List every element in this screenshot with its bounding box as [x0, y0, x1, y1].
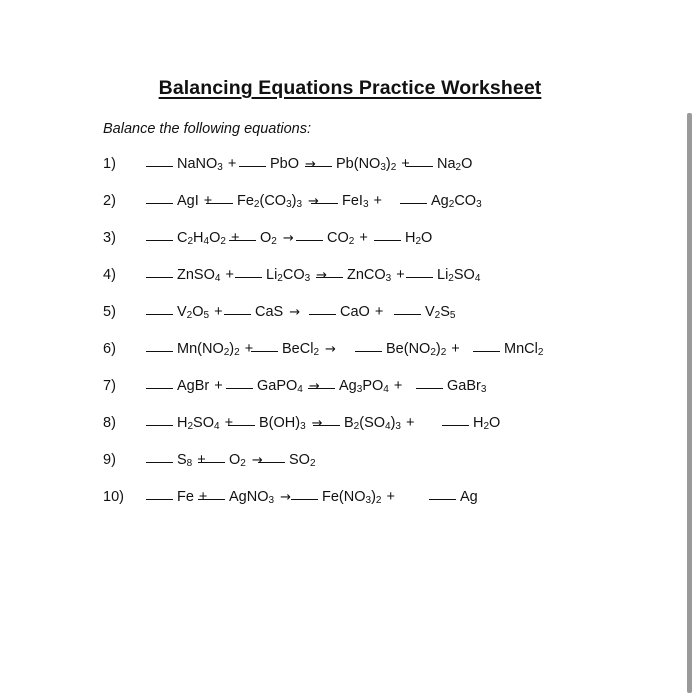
equation-term — [258, 452, 316, 468]
equation-term — [311, 193, 386, 209]
equation-row — [103, 304, 663, 341]
chemical-formula: $CO_2$ — [327, 230, 355, 247]
plus-sign: + — [401, 156, 410, 172]
chemical-formula: $Ag_2CO_3$ — [431, 193, 482, 210]
coefficient-blank[interactable] — [235, 276, 262, 278]
coefficient-blank[interactable] — [473, 350, 500, 352]
plus-sign: + — [214, 378, 223, 394]
coefficient-blank[interactable] — [224, 313, 251, 315]
equation-term — [224, 304, 304, 320]
worksheet-title: Balancing Equations Practice Worksheet — [158, 77, 542, 99]
reaction-arrow-icon: → — [282, 231, 294, 246]
chemical-formula: MnCl$_2$ — [504, 341, 544, 358]
chemical-formula: $Be(NO_2)_2$ — [386, 341, 447, 358]
chemical-formula: $H_2O$ — [473, 415, 501, 432]
chemical-formula: $SO_2$ — [289, 452, 316, 469]
chemical-formula: $V_2S_5$ — [425, 304, 456, 321]
plus-sign: + — [197, 452, 206, 468]
coefficient-blank[interactable] — [355, 350, 382, 352]
plus-sign: + — [393, 378, 403, 394]
equation-term — [406, 267, 480, 283]
reaction-arrow-icon: → — [305, 157, 316, 172]
chemical-formula: $Li_2SO_4$ — [437, 267, 481, 284]
equation-number: 7) — [103, 378, 116, 394]
equation-row — [103, 452, 663, 489]
reaction-arrow-icon: → — [280, 490, 291, 505]
chemical-formula: CaS — [255, 304, 284, 320]
coefficient-blank[interactable] — [406, 165, 433, 167]
chemical-formula: $Li_2CO_3$ — [266, 267, 311, 284]
chemical-formula: ZnSO$_4$ — [177, 267, 221, 284]
equation-term — [146, 304, 227, 320]
coefficient-blank[interactable] — [239, 165, 266, 167]
coefficient-blank[interactable] — [291, 498, 318, 500]
equation-number: 2) — [103, 193, 116, 209]
equation-term — [394, 304, 455, 320]
chemical-formula: CaO — [340, 304, 370, 320]
coefficient-blank[interactable] — [400, 202, 427, 204]
reaction-arrow-icon: → — [308, 194, 319, 209]
equation-term — [198, 452, 267, 468]
coefficient-blank[interactable] — [429, 498, 456, 500]
worksheet-instructions: Balance the following equations: — [103, 121, 311, 137]
chemical-formula: BeCl$_2$ — [282, 341, 319, 358]
chemical-formula: $Pb(NO_3)_2$ — [336, 156, 397, 173]
chemical-formula: $Na_2O$ — [437, 156, 473, 173]
equation-term — [291, 489, 399, 505]
coefficient-blank[interactable] — [228, 424, 255, 426]
coefficient-blank[interactable] — [394, 313, 421, 315]
coefficient-blank[interactable] — [146, 165, 173, 167]
equation-row — [103, 378, 663, 415]
equation-row — [103, 415, 663, 452]
equation-term — [305, 156, 414, 172]
plus-sign: + — [224, 415, 234, 431]
equation-term — [442, 415, 500, 431]
plus-sign: + — [230, 230, 240, 246]
equation-row — [103, 489, 663, 526]
coefficient-blank[interactable] — [308, 387, 335, 389]
coefficient-blank[interactable] — [146, 202, 173, 204]
coefficient-blank[interactable] — [311, 202, 338, 204]
coefficient-blank[interactable] — [226, 387, 253, 389]
equation-term — [198, 489, 295, 505]
chemical-formula: $C_2H_4O_2$ — [177, 230, 226, 247]
plus-sign: + — [374, 304, 384, 320]
equation-number: 4) — [103, 267, 116, 283]
chemical-formula: $B_2(SO_4)_3$ — [344, 415, 401, 432]
plus-sign: + — [244, 341, 254, 357]
coefficient-blank[interactable] — [198, 461, 225, 463]
coefficient-blank[interactable] — [316, 276, 343, 278]
plus-sign: + — [203, 193, 213, 209]
equation-number: 5) — [103, 304, 116, 320]
chemical-formula: $O_2$ — [229, 452, 246, 469]
chemical-formula: $V_2O_5$ — [177, 304, 210, 321]
equation-row — [103, 230, 663, 267]
equation-term — [406, 156, 472, 172]
chemical-formula: Fe — [177, 489, 194, 505]
chemical-formula: FeI$_3$ — [342, 193, 369, 210]
equation-term — [308, 378, 406, 394]
equation-term — [146, 341, 257, 357]
coefficient-blank[interactable] — [206, 202, 233, 204]
plus-sign: + — [359, 230, 368, 246]
equation-term — [203, 193, 323, 210]
equation-term — [473, 341, 543, 357]
equation-term — [429, 489, 478, 505]
coefficient-blank[interactable] — [146, 461, 173, 463]
equation-term — [355, 341, 464, 357]
chemical-formula: PbO — [270, 156, 300, 172]
equation-term — [309, 304, 387, 320]
reaction-arrow-icon: → — [316, 268, 328, 283]
equation-row — [103, 341, 663, 378]
coefficient-blank[interactable] — [146, 350, 173, 352]
chemical-formula: $S_8$ — [177, 452, 193, 469]
equation-term — [146, 415, 237, 431]
equation-term — [251, 341, 340, 357]
equation-term — [416, 378, 486, 394]
equation-term — [228, 415, 327, 431]
plus-sign: + — [386, 489, 395, 505]
chemical-formula: $Fe_2(CO_3)_3$ — [237, 193, 303, 210]
equation-row — [103, 193, 663, 230]
coefficient-blank[interactable] — [305, 165, 332, 167]
chemical-formula: $Ag_3PO_4$ — [339, 378, 389, 395]
plus-sign: + — [214, 304, 223, 320]
equation-number: 6) — [103, 341, 116, 357]
equation-term — [313, 415, 418, 431]
chemical-formula: $B(OH)_3$ — [259, 415, 306, 432]
coefficient-blank[interactable] — [296, 239, 323, 241]
coefficient-blank[interactable] — [198, 498, 225, 500]
chemical-formula: AgBr — [177, 378, 210, 394]
coefficient-blank[interactable] — [406, 276, 433, 278]
equation-number: 10) — [103, 489, 124, 505]
chemical-formula: GaBr$_3$ — [447, 378, 487, 395]
chemical-formula: NaNO$_3$ — [177, 156, 223, 173]
coefficient-blank[interactable] — [146, 239, 173, 241]
equation-list — [103, 156, 663, 526]
equation-row — [103, 267, 663, 304]
coefficient-blank[interactable] — [146, 498, 173, 500]
chemical-formula: ZnCO$_3$ — [347, 267, 392, 284]
vertical-scrollbar[interactable] — [687, 113, 692, 693]
chemical-formula: $H_2SO_4$ — [177, 415, 220, 432]
reaction-arrow-icon: → — [311, 416, 323, 431]
equation-term — [146, 378, 227, 394]
coefficient-blank[interactable] — [442, 424, 469, 426]
equation-term — [316, 267, 409, 283]
equation-term — [296, 230, 372, 246]
plus-sign: + — [198, 489, 208, 505]
coefficient-blank[interactable] — [309, 313, 336, 315]
plus-sign: + — [396, 267, 405, 283]
coefficient-blank[interactable] — [146, 313, 173, 315]
coefficient-blank[interactable] — [374, 239, 401, 241]
chemical-formula: AgNO$_3$ — [229, 489, 275, 506]
plus-sign: + — [405, 415, 415, 431]
equation-row — [103, 156, 663, 193]
coefficient-blank[interactable] — [146, 276, 173, 278]
coefficient-blank[interactable] — [313, 424, 340, 426]
equation-term — [374, 230, 432, 246]
chemical-formula: Ag — [460, 489, 478, 505]
reaction-arrow-icon: → — [325, 342, 336, 357]
coefficient-blank[interactable] — [146, 387, 173, 389]
equation-term — [146, 267, 238, 283]
chemical-formula: GaPO$_4$ — [257, 378, 303, 395]
equation-number: 9) — [103, 452, 116, 468]
equation-term — [400, 193, 482, 209]
coefficient-blank[interactable] — [229, 239, 256, 241]
plus-sign: + — [373, 193, 382, 209]
coefficient-blank[interactable] — [416, 387, 443, 389]
chemical-formula: $Mn(NO_2)_2$ — [177, 341, 240, 358]
equation-term — [146, 156, 240, 172]
reaction-arrow-icon: → — [251, 453, 263, 468]
plus-sign: + — [227, 156, 237, 172]
chemical-formula: $H_2O$ — [405, 230, 433, 247]
plus-sign: + — [225, 267, 234, 283]
coefficient-blank[interactable] — [258, 461, 285, 463]
equation-number: 1) — [103, 156, 116, 172]
chemical-formula: $O_2$ — [260, 230, 277, 247]
coefficient-blank[interactable] — [251, 350, 278, 352]
coefficient-blank[interactable] — [146, 424, 173, 426]
plus-sign: + — [451, 341, 460, 357]
chemical-formula: AgI — [177, 193, 199, 209]
equation-number: 8) — [103, 415, 116, 431]
equation-number: 3) — [103, 230, 116, 246]
reaction-arrow-icon: → — [308, 379, 320, 394]
chemical-formula: $Fe(NO_3)_2$ — [322, 489, 382, 506]
reaction-arrow-icon: → — [289, 305, 301, 320]
equation-term — [229, 230, 298, 246]
